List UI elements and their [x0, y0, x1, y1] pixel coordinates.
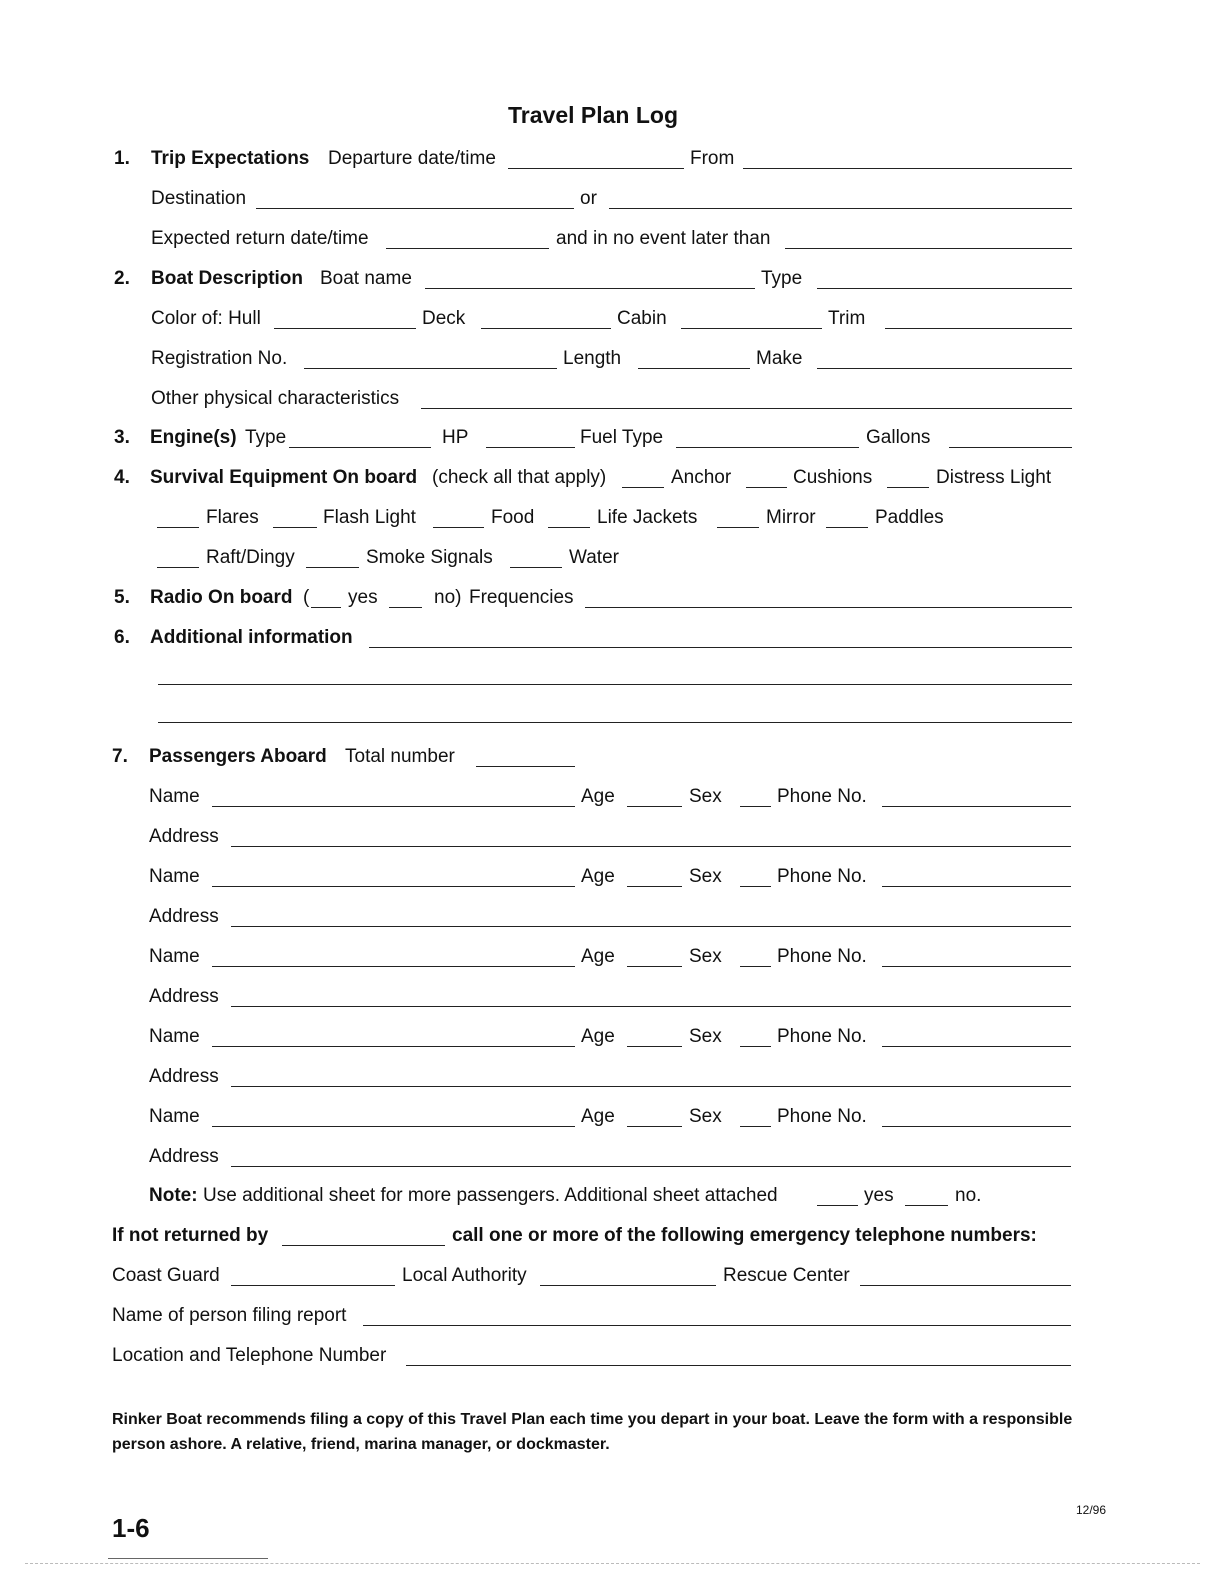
field-label: Local Authority — [402, 1265, 527, 1286]
return-datetime-field[interactable] — [386, 248, 549, 249]
passenger-phone-field[interactable] — [882, 1046, 1071, 1047]
field-label: Address — [149, 1146, 219, 1167]
passenger-age-field[interactable] — [627, 966, 682, 967]
page-number: 1-6 — [112, 1513, 150, 1543]
note-label: Note: — [149, 1185, 198, 1206]
passenger-age-field[interactable] — [627, 886, 682, 887]
rescue-center-field[interactable] — [860, 1285, 1071, 1286]
passenger-row — [0, 784, 1224, 810]
equipment-label: Food — [491, 507, 535, 528]
field-label: Address — [149, 1066, 219, 1087]
field-label: Frequencies — [469, 587, 574, 608]
field-label: Expected return date/time — [151, 228, 369, 249]
passenger-row — [0, 944, 1224, 970]
passenger-name-field[interactable] — [212, 1046, 575, 1047]
passenger-sex-field[interactable] — [740, 966, 771, 967]
field-label: Type — [761, 268, 803, 289]
field-label: Sex — [689, 946, 722, 967]
passenger-sex-field[interactable] — [740, 806, 771, 807]
section-number: 5. — [114, 587, 130, 608]
section-heading: Trip Expectations — [151, 148, 310, 169]
radio-no-checkbox[interactable] — [389, 607, 422, 608]
field-label: Age — [581, 786, 615, 807]
passenger-phone-field[interactable] — [882, 966, 1071, 967]
field-label: Deck — [422, 308, 466, 329]
field-label: Phone No. — [777, 1026, 867, 1047]
passenger-name-field[interactable] — [212, 1126, 575, 1127]
equipment-label: Anchor — [671, 467, 732, 488]
field-label: Age — [581, 946, 615, 967]
section-heading: Passengers Aboard — [149, 746, 327, 767]
destination-field[interactable] — [256, 208, 574, 209]
passenger-phone-field[interactable] — [882, 806, 1071, 807]
hull-color-field[interactable] — [274, 328, 416, 329]
equipment-label: Mirror — [766, 507, 816, 528]
section-number: 3. — [114, 427, 130, 448]
footnote: Rinker Boat recommends filing a copy of this Travel Plan each time you depart in your boat. Leave the form with a responsible person ashore. A relative, friend, marina manager, or dockmaster. — [112, 1411, 1073, 1453]
emergency-numbers-row — [0, 1263, 1224, 1289]
boat-type-field[interactable] — [817, 288, 1072, 289]
form-title: Travel Plan Log — [508, 102, 678, 128]
total-passengers-field[interactable] — [476, 766, 575, 767]
destination-alt-field[interactable] — [609, 208, 1072, 209]
passenger-address-field[interactable] — [231, 846, 1071, 847]
equipment-label: Smoke Signals — [366, 547, 493, 568]
color-row — [0, 306, 1224, 332]
field-label: yes — [864, 1185, 894, 1206]
gallons-field[interactable] — [949, 447, 1072, 448]
water-checkbox[interactable] — [510, 567, 562, 568]
field-label: Rescue Center — [723, 1265, 850, 1286]
food-checkbox[interactable] — [433, 527, 484, 528]
hp-field[interactable] — [486, 447, 575, 448]
field-label: Phone No. — [777, 1106, 867, 1127]
departure-datetime-field[interactable] — [508, 168, 684, 169]
field-label: Name — [149, 1106, 200, 1127]
mirror-checkbox[interactable] — [717, 527, 759, 528]
section-number: 1. — [114, 148, 130, 169]
other-characteristics-row — [0, 386, 1224, 412]
passenger-address-row — [0, 1144, 1224, 1170]
equipment-label: Flash Light — [323, 507, 416, 528]
field-label: Sex — [689, 866, 722, 887]
section-heading: Additional information — [150, 627, 353, 648]
field-label: Fuel Type — [580, 427, 664, 448]
field-label: Age — [581, 1106, 615, 1127]
field-label: Cabin — [617, 308, 667, 329]
registration-field[interactable] — [304, 368, 557, 369]
field-label: Name — [149, 1026, 200, 1047]
section-heading: Boat Description — [151, 268, 304, 289]
sheet-no-checkbox[interactable] — [905, 1205, 948, 1206]
field-label: Make — [756, 348, 803, 369]
latest-return-field[interactable] — [785, 248, 1072, 249]
other-characteristics-field[interactable] — [421, 408, 1072, 409]
field-label: Sex — [689, 1106, 722, 1127]
life-jackets-checkbox[interactable] — [548, 527, 590, 528]
equipment-label: Raft/Dingy — [206, 547, 295, 568]
section-heading: Engine(s) — [150, 427, 237, 448]
passenger-sex-field[interactable] — [740, 1046, 771, 1047]
section-number: 7. — [112, 746, 128, 767]
field-label: Name — [149, 946, 200, 967]
field-label: Address — [149, 906, 219, 927]
field-label: and in no event later than — [556, 228, 771, 249]
passenger-name-field[interactable] — [212, 966, 575, 967]
boat-name-field[interactable] — [425, 288, 755, 289]
flash-light-checkbox[interactable] — [273, 527, 317, 528]
filer-name-field[interactable] — [363, 1325, 1071, 1326]
bottom-divider — [25, 1563, 1200, 1564]
field-label: Registration No. — [151, 348, 288, 369]
passenger-sex-field[interactable] — [740, 1126, 771, 1127]
date-code: 12/96 — [1076, 1503, 1107, 1517]
field-label: HP — [442, 427, 469, 448]
field-label: Age — [581, 866, 615, 887]
engine-type-field[interactable] — [289, 447, 431, 448]
page-number-underline — [108, 1558, 268, 1559]
equipment-label: Water — [569, 547, 619, 568]
cushions-checkbox[interactable] — [746, 487, 787, 488]
field-label: Gallons — [866, 427, 931, 448]
section-heading: Radio On board — [150, 587, 293, 608]
return-row — [0, 226, 1224, 252]
section-number: 2. — [114, 268, 130, 289]
coast-guard-field[interactable] — [231, 1285, 395, 1286]
emergency-prefix: If not returned by — [112, 1225, 269, 1246]
section-number: 4. — [114, 467, 130, 488]
passenger-row — [0, 1104, 1224, 1130]
section-heading: Survival Equipment On board — [150, 467, 418, 488]
frequencies-field[interactable] — [585, 607, 1072, 608]
field-label: Coast Guard — [112, 1265, 220, 1286]
passenger-name-field[interactable] — [212, 886, 575, 887]
field-label: Phone No. — [777, 866, 867, 887]
passenger-address-row — [0, 824, 1224, 850]
engine-row — [0, 425, 1224, 451]
field-label: From — [690, 148, 735, 169]
passenger-age-field[interactable] — [627, 1046, 682, 1047]
passenger-row — [0, 864, 1224, 890]
field-label: Phone No. — [777, 786, 867, 807]
passenger-row — [0, 1024, 1224, 1050]
field-label: Location and Telephone Number — [112, 1345, 387, 1366]
local-authority-field[interactable] — [540, 1285, 716, 1286]
section-number: 6. — [114, 627, 130, 648]
emergency-row — [0, 1223, 1224, 1249]
field-label: Name — [149, 866, 200, 887]
paddles-checkbox[interactable] — [826, 527, 868, 528]
passenger-address-field[interactable] — [231, 1006, 1071, 1007]
field-label: yes — [348, 587, 378, 608]
anchor-checkbox[interactable] — [622, 487, 664, 488]
emergency-suffix: call one or more of the following emergency telephone numbers: — [452, 1225, 1037, 1246]
field-label: Address — [149, 826, 219, 847]
note-text: Use additional sheet for more passengers. Additional sheet attached — [203, 1185, 778, 1206]
location-phone-field[interactable] — [406, 1365, 1071, 1366]
field-label: no. — [955, 1185, 982, 1206]
field-label: Departure date/time — [328, 148, 496, 169]
length-field[interactable] — [638, 368, 750, 369]
passenger-address-row — [0, 1064, 1224, 1090]
fuel-type-field[interactable] — [676, 447, 859, 448]
field-label: Destination — [151, 188, 247, 209]
additional-info-row — [0, 625, 1224, 651]
field-label: Color of: Hull — [151, 308, 261, 329]
passenger-address-field[interactable] — [231, 926, 1071, 927]
passenger-address-field[interactable] — [231, 1086, 1071, 1087]
sheet-yes-checkbox[interactable] — [817, 1205, 858, 1206]
raft-dingy-checkbox[interactable] — [157, 567, 199, 568]
equipment-label: Paddles — [875, 507, 944, 528]
from-field[interactable] — [743, 168, 1072, 169]
field-label: Name — [149, 786, 200, 807]
equipment-label: Cushions — [793, 467, 873, 488]
field-label: Address — [149, 986, 219, 1007]
field-label: Length — [563, 348, 622, 369]
not-returned-by-field[interactable] — [282, 1245, 445, 1246]
survival-equipment-row — [0, 465, 1224, 491]
equipment-label: Flares — [206, 507, 259, 528]
radio-yes-checkbox[interactable] — [311, 607, 341, 608]
survival-equipment-row-2 — [0, 505, 1224, 531]
make-field[interactable] — [817, 368, 1072, 369]
field-label: Age — [581, 1026, 615, 1047]
smoke-signals-checkbox[interactable] — [306, 567, 359, 568]
additional-sheet-row — [0, 1183, 1224, 1209]
cabin-color-field[interactable] — [681, 328, 822, 329]
field-label: Sex — [689, 1026, 722, 1047]
destination-row — [0, 186, 1224, 212]
survival-equipment-row-3 — [0, 545, 1224, 571]
passenger-phone-field[interactable] — [882, 886, 1071, 887]
deck-color-field[interactable] — [481, 328, 611, 329]
passenger-age-field[interactable] — [627, 806, 682, 807]
passenger-sex-field[interactable] — [740, 886, 771, 887]
boat-description-row — [0, 266, 1224, 292]
field-label: Type — [245, 427, 287, 448]
passenger-phone-field[interactable] — [882, 1126, 1071, 1127]
location-row — [0, 1343, 1224, 1369]
additional-info-line-3[interactable] — [158, 722, 1072, 723]
passenger-address-field[interactable] — [231, 1166, 1071, 1167]
additional-info-field[interactable] — [369, 647, 1072, 648]
field-label: or — [580, 188, 597, 209]
trip-expectations-row — [0, 146, 1224, 172]
passenger-name-field[interactable] — [212, 806, 575, 807]
field-label: Phone No. — [777, 946, 867, 967]
field-label: no) — [434, 587, 462, 608]
flares-checkbox[interactable] — [157, 527, 199, 528]
radio-row — [0, 585, 1224, 611]
field-label: Other physical characteristics — [151, 388, 400, 409]
distress-light-checkbox[interactable] — [887, 487, 929, 488]
field-label: Total number — [345, 746, 455, 767]
equipment-label: Life Jackets — [597, 507, 698, 528]
paren-open: ( — [303, 587, 310, 608]
field-label: Trim — [828, 308, 866, 329]
field-label: Name of person filing report — [112, 1305, 347, 1326]
registration-row — [0, 346, 1224, 372]
equipment-label: Distress Light — [936, 467, 1052, 488]
trim-color-field[interactable] — [885, 328, 1072, 329]
additional-info-line-2[interactable] — [158, 684, 1072, 685]
field-label: Sex — [689, 786, 722, 807]
passenger-address-row — [0, 904, 1224, 930]
section-note: (check all that apply) — [432, 467, 607, 488]
passenger-address-row — [0, 984, 1224, 1010]
field-label: Boat name — [320, 268, 412, 289]
passenger-age-field[interactable] — [627, 1126, 682, 1127]
filer-row — [0, 1303, 1224, 1329]
passengers-row — [0, 744, 1224, 770]
